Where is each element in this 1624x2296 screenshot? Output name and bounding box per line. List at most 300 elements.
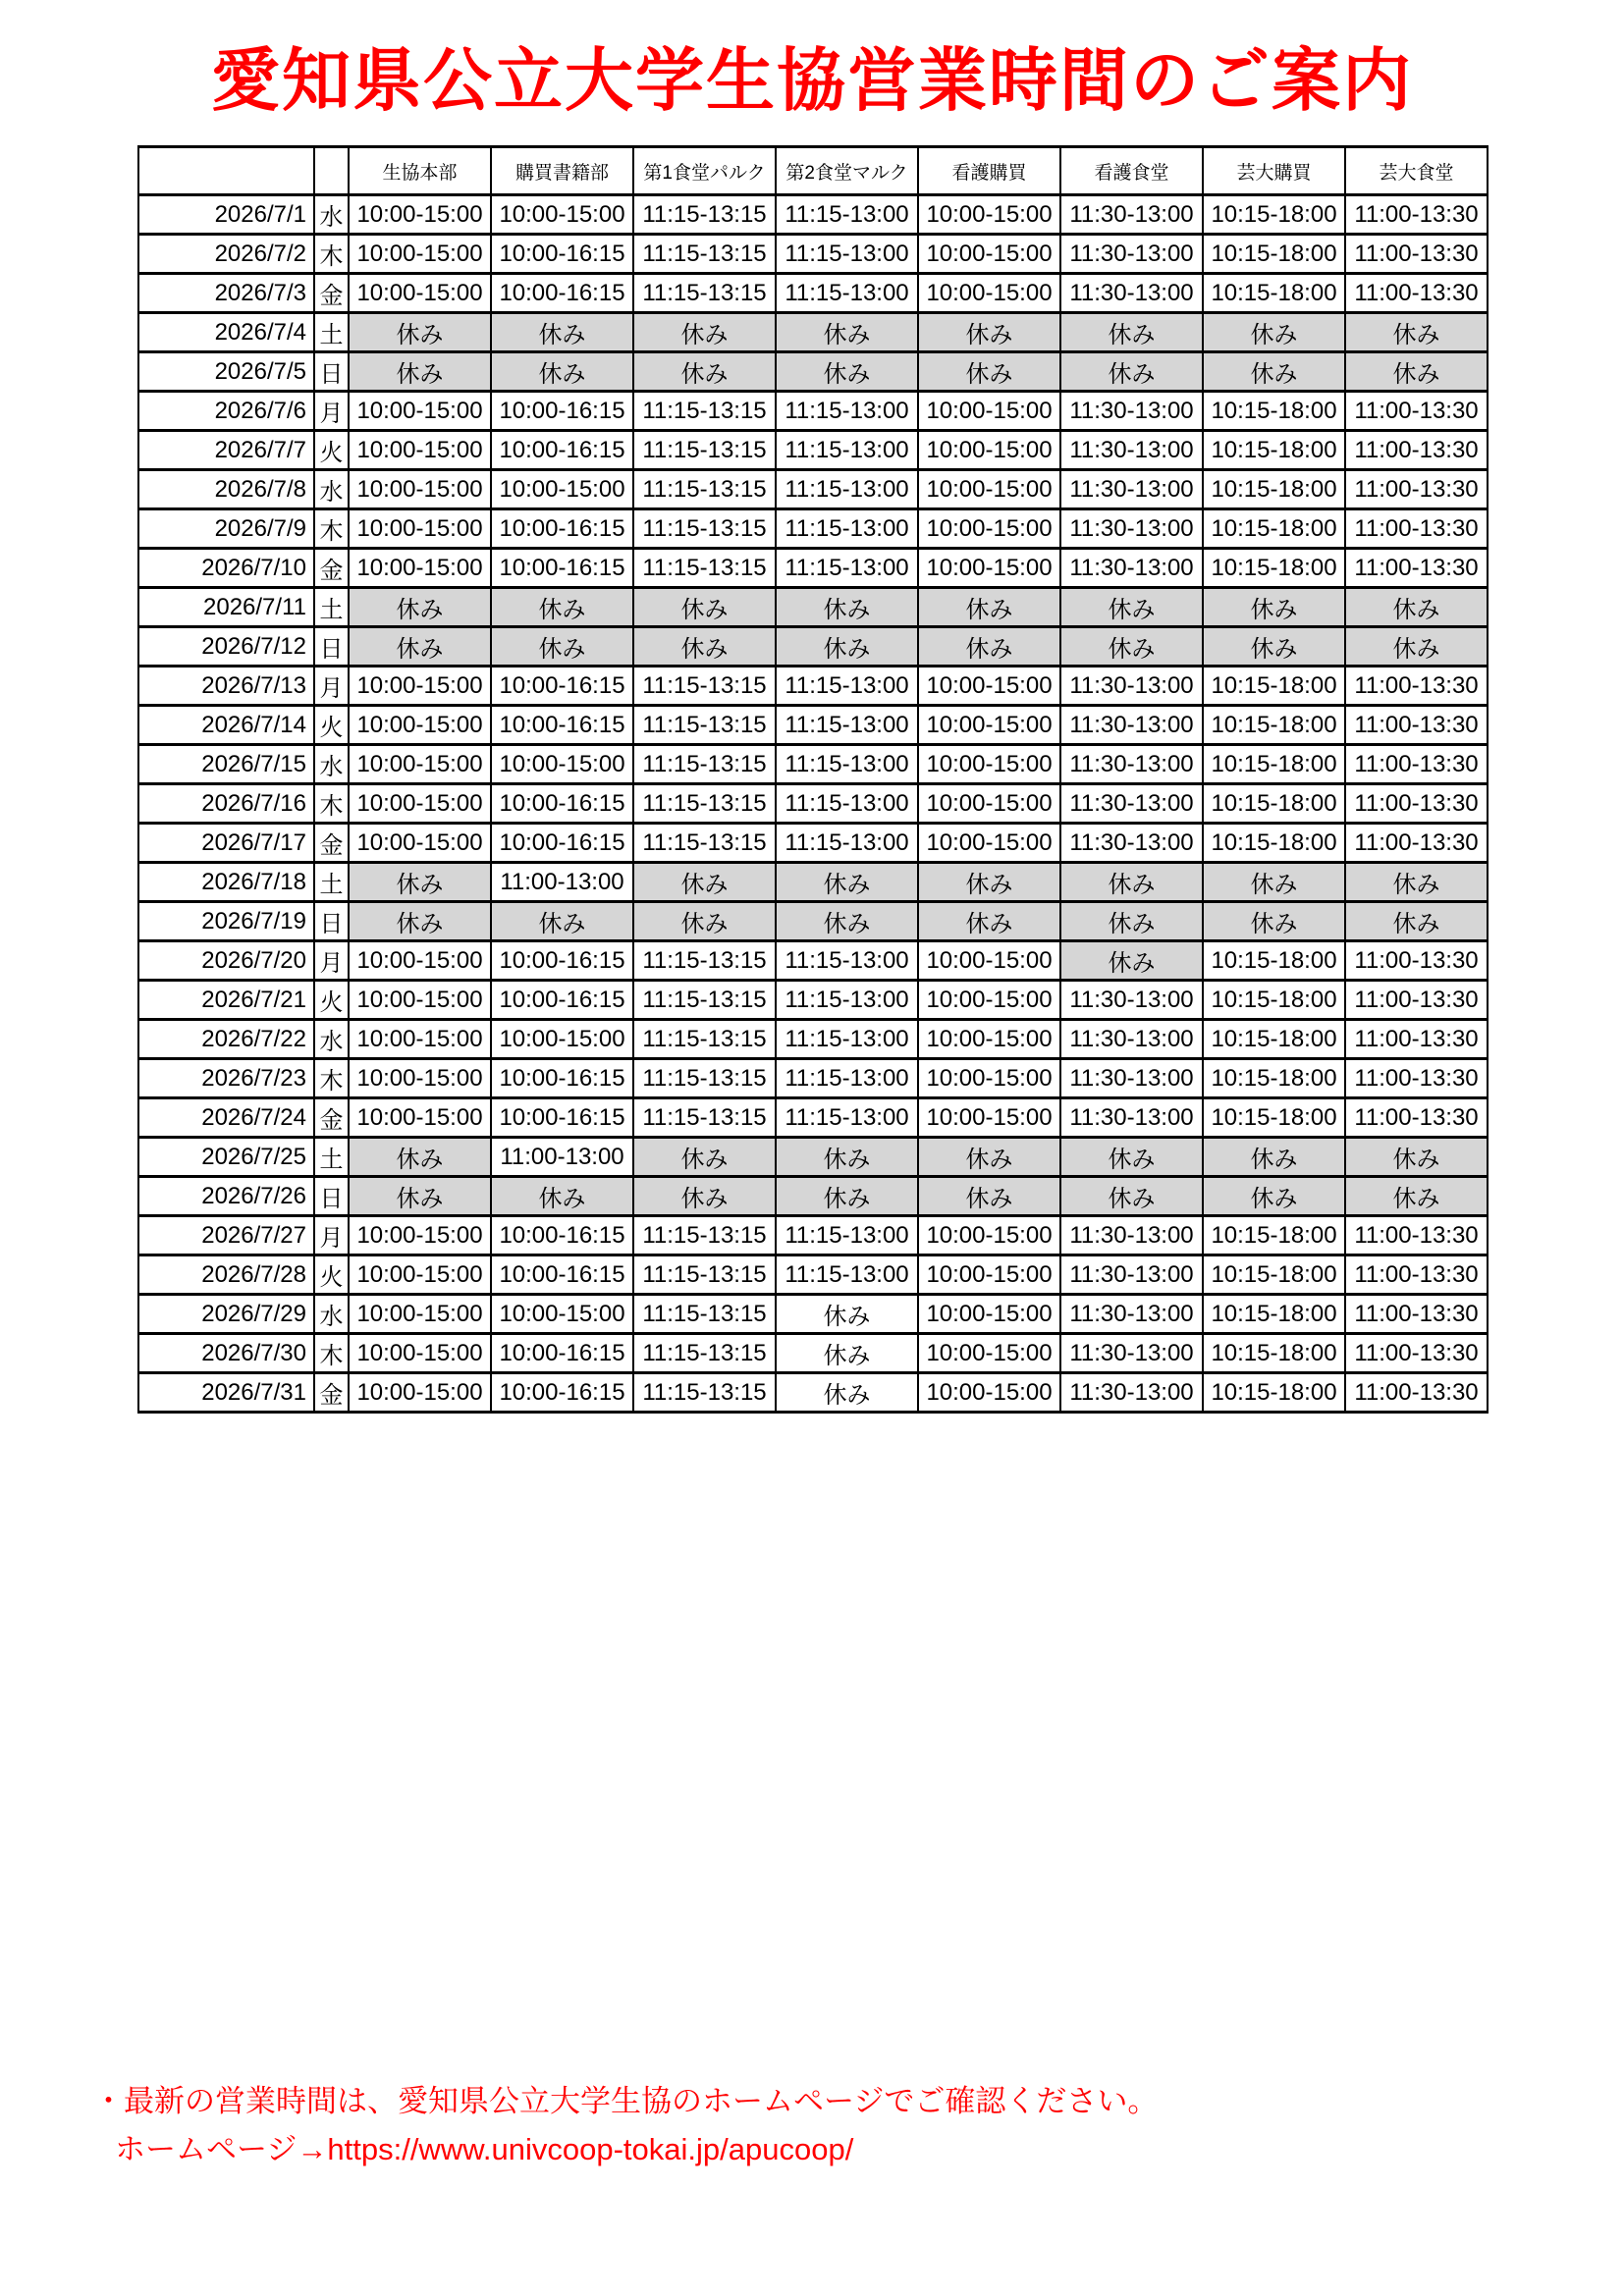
closed-cell: 休み bbox=[776, 313, 918, 352]
hours-cell: 11:15-13:00 bbox=[776, 667, 918, 706]
hours-cell: 10:15-18:00 bbox=[1203, 706, 1345, 745]
hours-cell: 11:15-13:00 bbox=[776, 509, 918, 549]
hours-cell: 10:00-15:00 bbox=[349, 549, 491, 588]
closed-cell: 休み bbox=[1203, 627, 1345, 667]
day-of-week-cell: 月 bbox=[314, 392, 349, 431]
closed-cell: 休み bbox=[349, 352, 491, 392]
date-cell: 2026/7/13 bbox=[138, 667, 314, 706]
hours-cell: 10:00-15:00 bbox=[349, 1334, 491, 1373]
schedule-row bbox=[138, 1373, 1488, 1413]
header-row bbox=[138, 147, 1488, 195]
page-title: 愛知県公立大学生協営業時間のご案内 bbox=[211, 42, 1413, 119]
hours-cell: 10:00-15:00 bbox=[918, 1334, 1060, 1373]
closed-cell: 休み bbox=[776, 902, 918, 941]
hours-cell: 11:15-13:00 bbox=[776, 431, 918, 470]
closed-cell: 休み bbox=[1060, 1177, 1203, 1216]
hours-cell: 11:00-13:30 bbox=[1345, 1373, 1488, 1413]
closed-cell: 休み bbox=[918, 627, 1060, 667]
schedule-row bbox=[138, 1098, 1488, 1138]
hours-cell: 10:00-15:00 bbox=[349, 745, 491, 784]
hours-cell: 11:30-13:00 bbox=[1060, 667, 1203, 706]
schedule-row bbox=[138, 1216, 1488, 1255]
hours-cell: 11:30-13:00 bbox=[1060, 470, 1203, 509]
closed-cell: 休み bbox=[918, 588, 1060, 627]
hours-cell: 10:15-18:00 bbox=[1203, 941, 1345, 981]
schedule-row bbox=[138, 1020, 1488, 1059]
closed-cell: 休み bbox=[918, 352, 1060, 392]
schedule-row bbox=[138, 235, 1488, 274]
hours-cell: 11:00-13:30 bbox=[1345, 667, 1488, 706]
closed-cell: 休み bbox=[776, 588, 918, 627]
date-cell: 2026/7/21 bbox=[138, 981, 314, 1020]
column-header: 第2食堂マルク bbox=[776, 147, 918, 195]
closed-cell: 休み bbox=[1203, 1177, 1345, 1216]
hours-cell: 11:15-13:15 bbox=[633, 1098, 776, 1138]
hours-cell: 10:00-15:00 bbox=[349, 1059, 491, 1098]
hours-cell: 10:15-18:00 bbox=[1203, 195, 1345, 235]
hours-cell: 10:15-18:00 bbox=[1203, 509, 1345, 549]
day-of-week-cell: 土 bbox=[314, 863, 349, 902]
hours-cell: 11:15-13:15 bbox=[633, 1295, 776, 1334]
hours-cell: 10:15-18:00 bbox=[1203, 745, 1345, 784]
schedule-row bbox=[138, 745, 1488, 784]
schedule-row bbox=[138, 784, 1488, 824]
date-cell: 2026/7/9 bbox=[138, 509, 314, 549]
date-cell: 2026/7/14 bbox=[138, 706, 314, 745]
schedule-row bbox=[138, 667, 1488, 706]
hours-cell: 10:00-15:00 bbox=[918, 981, 1060, 1020]
hours-cell: 11:15-13:15 bbox=[633, 1020, 776, 1059]
hours-cell: 11:00-13:00 bbox=[491, 1138, 633, 1177]
hours-cell: 11:30-13:00 bbox=[1060, 1295, 1203, 1334]
closed-cell: 休み bbox=[1345, 313, 1488, 352]
closed-cell: 休み bbox=[633, 1177, 776, 1216]
hours-cell: 10:00-15:00 bbox=[349, 706, 491, 745]
hours-cell: 10:00-15:00 bbox=[349, 1255, 491, 1295]
hours-cell: 10:00-15:00 bbox=[349, 509, 491, 549]
date-cell: 2026/7/5 bbox=[138, 352, 314, 392]
hours-cell: 10:15-18:00 bbox=[1203, 784, 1345, 824]
schedule-row bbox=[138, 1138, 1488, 1177]
schedule-row bbox=[138, 981, 1488, 1020]
closed-cell: 休み bbox=[633, 352, 776, 392]
hours-cell: 11:00-13:30 bbox=[1345, 1255, 1488, 1295]
hours-cell: 10:00-15:00 bbox=[918, 1255, 1060, 1295]
hours-cell: 10:00-15:00 bbox=[918, 549, 1060, 588]
closed-cell: 休み bbox=[1060, 863, 1203, 902]
footer-line1: ・最新の営業時間は、愛知県公立大学生協のホームページでご確認ください。 bbox=[93, 2084, 1159, 2118]
closed-cell: 休み bbox=[349, 627, 491, 667]
hours-cell: 10:00-15:00 bbox=[349, 274, 491, 313]
hours-cell: 10:00-15:00 bbox=[918, 1373, 1060, 1413]
schedule-row bbox=[138, 1255, 1488, 1295]
hours-cell: 10:00-15:00 bbox=[349, 195, 491, 235]
hours-cell: 10:15-18:00 bbox=[1203, 235, 1345, 274]
hours-cell: 10:00-16:15 bbox=[491, 509, 633, 549]
hours-cell: 11:15-13:00 bbox=[776, 941, 918, 981]
hours-cell: 11:15-13:15 bbox=[633, 431, 776, 470]
hours-cell: 11:15-13:15 bbox=[633, 470, 776, 509]
hours-cell: 10:00-15:00 bbox=[918, 1216, 1060, 1255]
hours-cell: 11:00-13:30 bbox=[1345, 824, 1488, 863]
footer-homepage-url[interactable]: https://www.univcoop-tokai.jp/apucoop/ bbox=[327, 2132, 854, 2166]
column-header: 芸大購買 bbox=[1203, 147, 1345, 195]
hours-cell: 10:15-18:00 bbox=[1203, 1098, 1345, 1138]
closed-cell: 休み bbox=[918, 1138, 1060, 1177]
hours-cell: 10:00-15:00 bbox=[918, 509, 1060, 549]
hours-cell: 10:00-15:00 bbox=[918, 941, 1060, 981]
closed-cell: 休み bbox=[1203, 1138, 1345, 1177]
schedule-table-body bbox=[138, 195, 1488, 1413]
schedule-row bbox=[138, 195, 1488, 235]
hours-cell: 11:15-13:15 bbox=[633, 1059, 776, 1098]
date-cell: 2026/7/1 bbox=[138, 195, 314, 235]
date-cell: 2026/7/8 bbox=[138, 470, 314, 509]
closed-cell: 休み bbox=[1345, 1177, 1488, 1216]
hours-cell: 11:30-13:00 bbox=[1060, 1373, 1203, 1413]
hours-cell: 10:00-15:00 bbox=[349, 1295, 491, 1334]
hours-cell: 10:00-15:00 bbox=[349, 1020, 491, 1059]
closed-cell: 休み bbox=[1345, 1138, 1488, 1177]
column-header: 生協本部 bbox=[349, 147, 491, 195]
hours-cell: 10:00-15:00 bbox=[918, 470, 1060, 509]
hours-cell: 11:15-13:15 bbox=[633, 1255, 776, 1295]
hours-cell: 11:30-13:00 bbox=[1060, 784, 1203, 824]
hours-cell: 11:00-13:30 bbox=[1345, 745, 1488, 784]
hours-cell: 11:15-13:00 bbox=[776, 784, 918, 824]
hours-cell: 11:15-13:15 bbox=[633, 509, 776, 549]
header-day-blank bbox=[314, 147, 349, 195]
hours-cell: 10:00-15:00 bbox=[918, 1020, 1060, 1059]
closed-cell: 休み bbox=[1203, 863, 1345, 902]
closed-cell: 休み bbox=[1345, 863, 1488, 902]
hours-cell: 11:30-13:00 bbox=[1060, 1098, 1203, 1138]
footer-note bbox=[93, 2077, 1158, 2173]
hours-cell: 10:00-16:15 bbox=[491, 1373, 633, 1413]
hours-cell: 10:00-15:00 bbox=[349, 981, 491, 1020]
day-of-week-cell: 日 bbox=[314, 627, 349, 667]
date-cell: 2026/7/20 bbox=[138, 941, 314, 981]
closed-cell: 休み bbox=[1060, 313, 1203, 352]
schedule-row bbox=[138, 313, 1488, 352]
hours-cell: 10:00-15:00 bbox=[349, 1373, 491, 1413]
hours-cell: 10:15-18:00 bbox=[1203, 1373, 1345, 1413]
hours-cell: 11:15-13:15 bbox=[633, 745, 776, 784]
hours-cell: 11:15-13:15 bbox=[633, 1373, 776, 1413]
hours-cell: 11:30-13:00 bbox=[1060, 1020, 1203, 1059]
hours-cell: 10:00-15:00 bbox=[349, 1216, 491, 1255]
hours-cell: 11:15-13:00 bbox=[776, 1216, 918, 1255]
closed-cell: 休み bbox=[1345, 588, 1488, 627]
hours-cell: 11:15-13:15 bbox=[633, 235, 776, 274]
schedule-row bbox=[138, 627, 1488, 667]
date-cell: 2026/7/2 bbox=[138, 235, 314, 274]
closed-cell: 休み bbox=[1203, 313, 1345, 352]
hours-cell: 10:15-18:00 bbox=[1203, 981, 1345, 1020]
hours-cell: 10:00-15:00 bbox=[918, 274, 1060, 313]
hours-cell: 11:00-13:30 bbox=[1345, 1098, 1488, 1138]
closed-cell: 休み bbox=[349, 1138, 491, 1177]
hours-cell: 10:00-16:15 bbox=[491, 235, 633, 274]
hours-cell: 10:00-15:00 bbox=[491, 1295, 633, 1334]
schedule-row bbox=[138, 863, 1488, 902]
hours-cell: 10:15-18:00 bbox=[1203, 667, 1345, 706]
date-cell: 2026/7/26 bbox=[138, 1177, 314, 1216]
hours-cell: 10:00-15:00 bbox=[349, 941, 491, 981]
day-of-week-cell: 火 bbox=[314, 1255, 349, 1295]
hours-cell: 10:00-16:15 bbox=[491, 824, 633, 863]
schedule-table bbox=[137, 145, 1489, 1414]
date-cell: 2026/7/24 bbox=[138, 1098, 314, 1138]
hours-cell: 10:00-15:00 bbox=[918, 431, 1060, 470]
date-cell: 2026/7/31 bbox=[138, 1373, 314, 1413]
hours-cell: 10:00-16:15 bbox=[491, 784, 633, 824]
hours-cell: 10:00-15:00 bbox=[491, 745, 633, 784]
closed-cell: 休み bbox=[1060, 352, 1203, 392]
hours-cell: 11:15-13:15 bbox=[633, 549, 776, 588]
hours-cell: 10:15-18:00 bbox=[1203, 1295, 1345, 1334]
hours-cell: 11:00-13:30 bbox=[1345, 1295, 1488, 1334]
hours-cell: 10:00-15:00 bbox=[918, 706, 1060, 745]
closed-cell: 休み bbox=[776, 1138, 918, 1177]
hours-cell: 11:30-13:00 bbox=[1060, 745, 1203, 784]
day-of-week-cell: 土 bbox=[314, 588, 349, 627]
schedule-row bbox=[138, 274, 1488, 313]
date-cell: 2026/7/12 bbox=[138, 627, 314, 667]
hours-cell: 10:00-15:00 bbox=[349, 667, 491, 706]
schedule-row bbox=[138, 1059, 1488, 1098]
hours-cell: 10:15-18:00 bbox=[1203, 549, 1345, 588]
closed-cell: 休み bbox=[918, 1177, 1060, 1216]
day-of-week-cell: 水 bbox=[314, 195, 349, 235]
closed-cell: 休み bbox=[918, 902, 1060, 941]
schedule-row bbox=[138, 392, 1488, 431]
column-header: 購買書籍部 bbox=[491, 147, 633, 195]
hours-cell: 10:15-18:00 bbox=[1203, 1334, 1345, 1373]
day-of-week-cell: 水 bbox=[314, 745, 349, 784]
hours-cell: 10:15-18:00 bbox=[1203, 1255, 1345, 1295]
hours-cell: 11:30-13:00 bbox=[1060, 981, 1203, 1020]
day-of-week-cell: 月 bbox=[314, 667, 349, 706]
hours-cell: 11:00-13:30 bbox=[1345, 981, 1488, 1020]
hours-cell: 11:30-13:00 bbox=[1060, 824, 1203, 863]
hours-cell: 11:00-13:30 bbox=[1345, 195, 1488, 235]
day-of-week-cell: 火 bbox=[314, 981, 349, 1020]
closed-cell: 休み bbox=[776, 1334, 918, 1373]
hours-cell: 11:30-13:00 bbox=[1060, 1334, 1203, 1373]
hours-cell: 10:15-18:00 bbox=[1203, 1216, 1345, 1255]
hours-cell: 10:15-18:00 bbox=[1203, 470, 1345, 509]
hours-cell: 11:15-13:15 bbox=[633, 981, 776, 1020]
hours-cell: 10:15-18:00 bbox=[1203, 1020, 1345, 1059]
date-cell: 2026/7/30 bbox=[138, 1334, 314, 1373]
day-of-week-cell: 日 bbox=[314, 352, 349, 392]
closed-cell: 休み bbox=[491, 627, 633, 667]
hours-cell: 11:15-13:15 bbox=[633, 274, 776, 313]
day-of-week-cell: 月 bbox=[314, 1216, 349, 1255]
hours-cell: 10:15-18:00 bbox=[1203, 431, 1345, 470]
schedule-row bbox=[138, 824, 1488, 863]
closed-cell: 休み bbox=[918, 863, 1060, 902]
day-of-week-cell: 水 bbox=[314, 1020, 349, 1059]
hours-cell: 10:00-15:00 bbox=[491, 1020, 633, 1059]
hours-cell: 11:15-13:00 bbox=[776, 824, 918, 863]
hours-cell: 11:30-13:00 bbox=[1060, 195, 1203, 235]
hours-cell: 10:00-15:00 bbox=[918, 392, 1060, 431]
day-of-week-cell: 金 bbox=[314, 274, 349, 313]
hours-cell: 10:00-16:15 bbox=[491, 667, 633, 706]
day-of-week-cell: 木 bbox=[314, 235, 349, 274]
closed-cell: 休み bbox=[633, 313, 776, 352]
day-of-week-cell: 火 bbox=[314, 706, 349, 745]
closed-cell: 休み bbox=[1203, 902, 1345, 941]
hours-cell: 11:00-13:30 bbox=[1345, 1334, 1488, 1373]
hours-cell: 11:15-13:00 bbox=[776, 235, 918, 274]
hours-cell: 11:30-13:00 bbox=[1060, 392, 1203, 431]
schedule-row bbox=[138, 470, 1488, 509]
day-of-week-cell: 水 bbox=[314, 1295, 349, 1334]
hours-cell: 11:00-13:30 bbox=[1345, 941, 1488, 981]
footer-homepage-label: ホームページ→ bbox=[115, 2132, 328, 2166]
hours-cell: 11:15-13:00 bbox=[776, 981, 918, 1020]
date-cell: 2026/7/23 bbox=[138, 1059, 314, 1098]
day-of-week-cell: 日 bbox=[314, 902, 349, 941]
closed-cell: 休み bbox=[776, 627, 918, 667]
date-cell: 2026/7/7 bbox=[138, 431, 314, 470]
closed-cell: 休み bbox=[633, 627, 776, 667]
hours-cell: 10:00-15:00 bbox=[349, 1098, 491, 1138]
hours-cell: 11:30-13:00 bbox=[1060, 706, 1203, 745]
hours-cell: 10:00-15:00 bbox=[918, 745, 1060, 784]
hours-cell: 10:15-18:00 bbox=[1203, 392, 1345, 431]
closed-cell: 休み bbox=[633, 863, 776, 902]
hours-cell: 11:15-13:15 bbox=[633, 1334, 776, 1373]
schedule-row bbox=[138, 902, 1488, 941]
hours-cell: 11:00-13:30 bbox=[1345, 274, 1488, 313]
hours-cell: 11:15-13:00 bbox=[776, 1255, 918, 1295]
hours-cell: 10:00-16:15 bbox=[491, 431, 633, 470]
hours-cell: 10:00-15:00 bbox=[349, 824, 491, 863]
hours-cell: 10:00-15:00 bbox=[491, 195, 633, 235]
date-cell: 2026/7/25 bbox=[138, 1138, 314, 1177]
date-cell: 2026/7/28 bbox=[138, 1255, 314, 1295]
day-of-week-cell: 金 bbox=[314, 1373, 349, 1413]
hours-cell: 10:00-15:00 bbox=[918, 824, 1060, 863]
date-cell: 2026/7/15 bbox=[138, 745, 314, 784]
hours-cell: 11:00-13:30 bbox=[1345, 235, 1488, 274]
closed-cell: 休み bbox=[776, 1373, 918, 1413]
day-of-week-cell: 金 bbox=[314, 824, 349, 863]
hours-cell: 11:00-13:30 bbox=[1345, 431, 1488, 470]
hours-cell: 11:15-13:00 bbox=[776, 274, 918, 313]
day-of-week-cell: 木 bbox=[314, 509, 349, 549]
hours-cell: 10:00-16:15 bbox=[491, 1216, 633, 1255]
day-of-week-cell: 金 bbox=[314, 549, 349, 588]
schedule-row bbox=[138, 1177, 1488, 1216]
hours-cell: 10:00-15:00 bbox=[349, 392, 491, 431]
hours-cell: 11:15-13:15 bbox=[633, 784, 776, 824]
hours-cell: 10:00-15:00 bbox=[491, 470, 633, 509]
schedule-row bbox=[138, 706, 1488, 745]
day-of-week-cell: 金 bbox=[314, 1098, 349, 1138]
hours-cell: 11:15-13:00 bbox=[776, 745, 918, 784]
date-cell: 2026/7/18 bbox=[138, 863, 314, 902]
hours-cell: 10:00-15:00 bbox=[918, 667, 1060, 706]
hours-cell: 11:30-13:00 bbox=[1060, 431, 1203, 470]
hours-cell: 11:15-13:15 bbox=[633, 824, 776, 863]
closed-cell: 休み bbox=[776, 352, 918, 392]
hours-cell: 11:15-13:00 bbox=[776, 1020, 918, 1059]
closed-cell: 休み bbox=[776, 1177, 918, 1216]
closed-cell: 休み bbox=[1345, 352, 1488, 392]
hours-cell: 10:00-16:15 bbox=[491, 981, 633, 1020]
hours-cell: 10:00-15:00 bbox=[349, 470, 491, 509]
hours-cell: 10:00-16:15 bbox=[491, 706, 633, 745]
closed-cell: 休み bbox=[349, 1177, 491, 1216]
date-cell: 2026/7/3 bbox=[138, 274, 314, 313]
hours-cell: 11:00-13:30 bbox=[1345, 706, 1488, 745]
schedule-row bbox=[138, 352, 1488, 392]
column-header: 看護購買 bbox=[918, 147, 1060, 195]
hours-cell: 11:15-13:15 bbox=[633, 706, 776, 745]
schedule-row bbox=[138, 549, 1488, 588]
hours-cell: 11:30-13:00 bbox=[1060, 1059, 1203, 1098]
closed-cell: 休み bbox=[918, 313, 1060, 352]
closed-cell: 休み bbox=[633, 588, 776, 627]
day-of-week-cell: 日 bbox=[314, 1177, 349, 1216]
hours-cell: 10:00-16:15 bbox=[491, 549, 633, 588]
hours-cell: 10:00-16:15 bbox=[491, 1059, 633, 1098]
closed-cell: 休み bbox=[1203, 352, 1345, 392]
hours-cell: 10:15-18:00 bbox=[1203, 824, 1345, 863]
hours-cell: 10:00-15:00 bbox=[918, 784, 1060, 824]
hours-cell: 11:30-13:00 bbox=[1060, 509, 1203, 549]
hours-cell: 11:15-13:15 bbox=[633, 941, 776, 981]
date-cell: 2026/7/16 bbox=[138, 784, 314, 824]
closed-cell: 休み bbox=[1060, 941, 1203, 981]
closed-cell: 休み bbox=[1203, 588, 1345, 627]
hours-cell: 10:15-18:00 bbox=[1203, 274, 1345, 313]
hours-cell: 11:15-13:00 bbox=[776, 195, 918, 235]
schedule-row bbox=[138, 431, 1488, 470]
closed-cell: 休み bbox=[349, 863, 491, 902]
closed-cell: 休み bbox=[633, 1138, 776, 1177]
hours-cell: 10:00-16:15 bbox=[491, 392, 633, 431]
hours-cell: 11:00-13:00 bbox=[491, 863, 633, 902]
hours-cell: 10:00-16:15 bbox=[491, 1334, 633, 1373]
hours-cell: 10:00-15:00 bbox=[349, 431, 491, 470]
hours-cell: 10:00-16:15 bbox=[491, 1255, 633, 1295]
hours-cell: 11:00-13:30 bbox=[1345, 470, 1488, 509]
hours-cell: 10:00-16:15 bbox=[491, 941, 633, 981]
hours-cell: 11:00-13:30 bbox=[1345, 392, 1488, 431]
closed-cell: 休み bbox=[633, 902, 776, 941]
hours-cell: 11:15-13:00 bbox=[776, 706, 918, 745]
closed-cell: 休み bbox=[1060, 1138, 1203, 1177]
hours-cell: 11:15-13:00 bbox=[776, 470, 918, 509]
hours-cell: 11:15-13:15 bbox=[633, 667, 776, 706]
day-of-week-cell: 木 bbox=[314, 1059, 349, 1098]
day-of-week-cell: 土 bbox=[314, 1138, 349, 1177]
hours-cell: 11:15-13:15 bbox=[633, 1216, 776, 1255]
hours-cell: 11:00-13:30 bbox=[1345, 1020, 1488, 1059]
schedule-row bbox=[138, 941, 1488, 981]
date-cell: 2026/7/19 bbox=[138, 902, 314, 941]
closed-cell: 休み bbox=[776, 863, 918, 902]
closed-cell: 休み bbox=[776, 1295, 918, 1334]
column-header: 芸大食堂 bbox=[1345, 147, 1488, 195]
hours-cell: 10:00-16:15 bbox=[491, 1098, 633, 1138]
